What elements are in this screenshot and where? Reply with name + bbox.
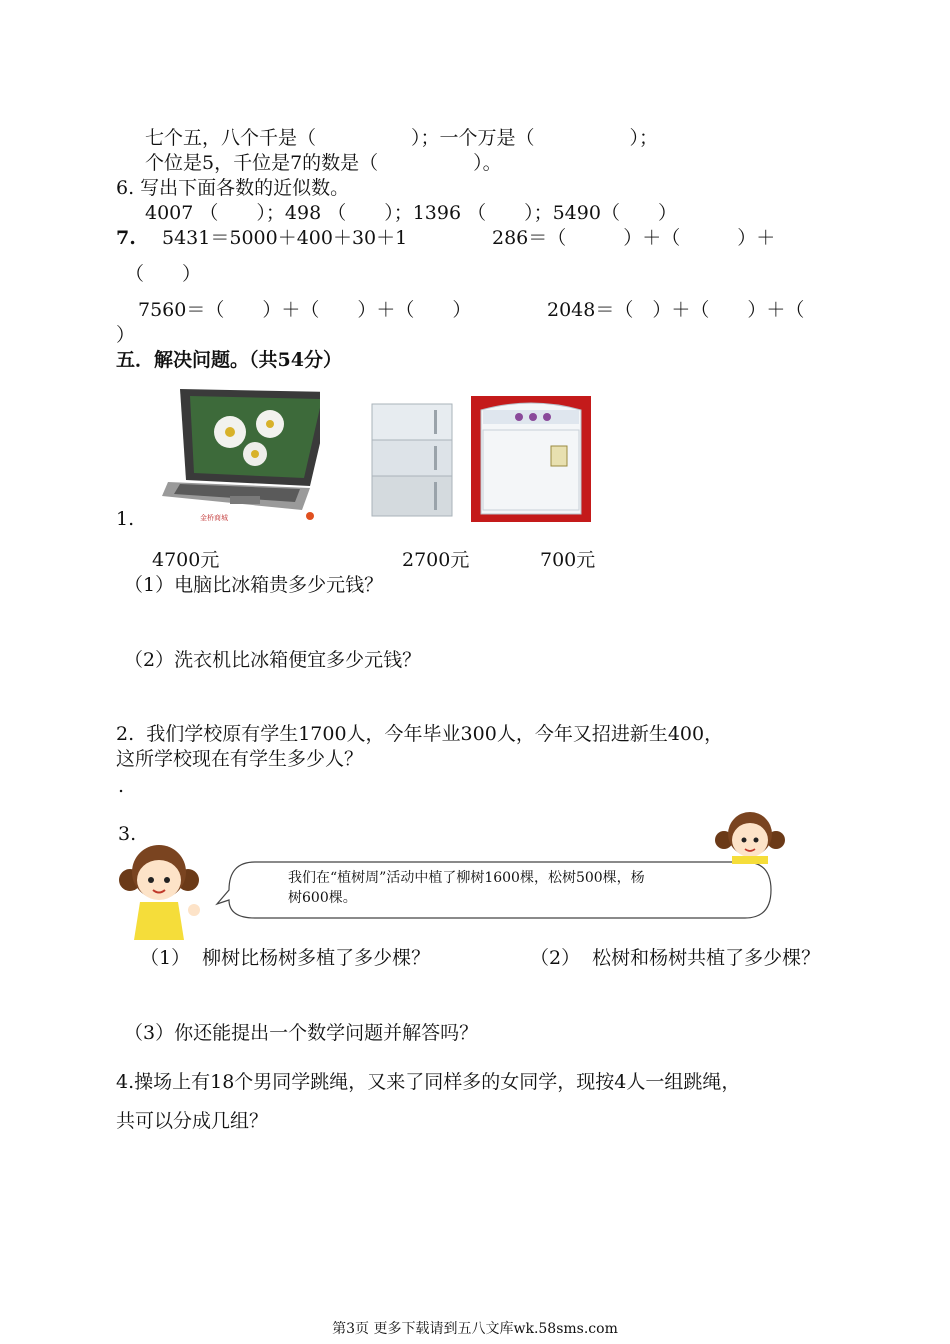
question-7-7560: 7560＝（ ）＋（ ）＋（ ） [138,299,472,321]
question-3-number: 3. [118,823,137,845]
section-title: 五．解决问题。（共54分） [116,349,342,371]
price-laptop: 4700元 [152,549,220,571]
question-3-part1: （1） 柳树比杨树多植了多少棵？ [140,947,431,969]
girl-right-image [714,806,786,864]
question-3-part3: （3）你还能提出一个数学问题并解答吗？ [124,1022,479,1044]
question-6-items: 4007 （ ）；498 （ ）；1396 （ ）；5490（ ） [145,202,677,224]
question-2-line1: 2. 我们学校原有学生1700人，今年毕业300人，今年又招进新生400， [116,723,724,745]
washing-machine-image [471,396,591,522]
speech-bubble-line2: 树600棵。 [288,890,357,906]
question-1-part1: （1）电脑比冰箱贵多少元钱？ [124,574,384,596]
question-7-286: 286＝（ ）＋（ ）＋ [492,227,776,249]
question-7-286-cont: （ ） [125,263,202,285]
page-footer: 第3页 更多下载请到五八文库wk.58sms.com [332,1321,618,1337]
line-digit-places: 个位是5，千位是7的数是（ ）。 [145,152,502,174]
line-digits-composition: 七个五，八个千是（ ）；一个万是（ ）； [145,127,659,149]
speech-bubble-line1: 我们在“植树周”活动中植了柳树1600棵，松树500棵，杨 [288,870,645,886]
question-7-number: 7. [116,227,136,249]
question-7-2048-cont: ） [116,324,136,346]
question-7-example: 5431＝5000＋400＋30＋1 [162,227,408,249]
question-2-line2: 这所学校现在有学生多少人？ [116,748,364,770]
question-1-part2: （2）洗衣机比冰箱便宜多少元钱？ [124,649,422,671]
price-washer: 700元 [540,549,596,571]
fridge-image [362,400,460,520]
question-4-line2: 共可以分成几组？ [116,1110,269,1132]
question-7-2048: 2048＝（ ）＋（ ）＋（ [547,299,805,321]
stray-dot: . [118,775,125,797]
question-1-number: 1. [116,508,135,530]
question-6-title: 6. 写出下面各数的近似数。 [116,177,350,199]
price-fridge: 2700元 [402,549,470,571]
laptop-logo-text: 金桥商城 [200,514,228,522]
girl-left-image [114,840,206,940]
laptop-image [160,384,320,522]
question-4-line1: 4.操场上有18个男同学跳绳，又来了同样多的女同学，现按4人一组跳绳， [116,1071,741,1093]
question-3-part2: （2） 松树和杨树共植了多少棵？ [530,947,821,969]
